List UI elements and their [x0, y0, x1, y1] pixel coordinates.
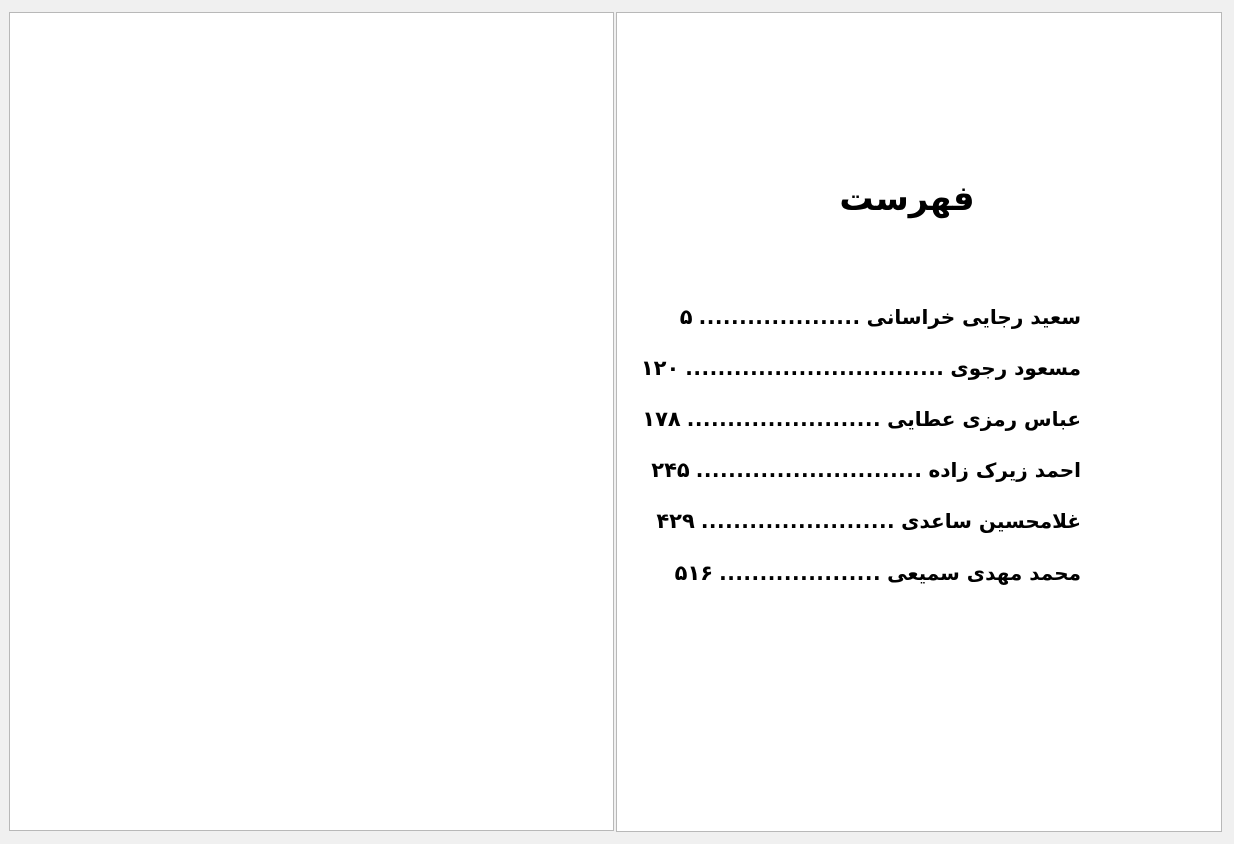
toc-entry-name: غلامحسین ساعدی [901, 509, 1081, 534]
toc-entry-name: مسعود رجوی [950, 355, 1081, 380]
toc-entry-page: ۴۲۹ [656, 509, 695, 534]
toc-entry-name: محمد مهدی سمیعی [887, 560, 1081, 585]
toc-entry[interactable] [642, 393, 1081, 444]
toc-entry-name: سعید رجایی خراسانی [866, 304, 1081, 329]
toc-entry-page: ۵۱۶ [674, 560, 714, 585]
toc-entry-leader: .................... [698, 304, 861, 329]
toc-entry-name: عباس رمزی عطایی [887, 406, 1081, 431]
toc-entry-leader: ................................ [685, 355, 945, 380]
toc-entry-page: ۲۴۵ [651, 458, 690, 483]
toc-entry-leader: .................... [719, 560, 882, 585]
toc-entry-leader: ........................ [700, 509, 896, 534]
toc-entry[interactable] [651, 445, 1081, 496]
toc-entry-page: ۱۲۰ [640, 355, 680, 380]
toc-entry[interactable] [640, 342, 1081, 393]
toc-entry[interactable] [674, 547, 1081, 598]
toc-entry-page: ۱۷۸ [642, 406, 681, 431]
toc-entry-leader: ........................ [686, 406, 882, 431]
toc-entry-page: ۵ [679, 304, 693, 329]
blank-left-page [9, 12, 614, 831]
toc-title-text: فهرست [839, 179, 975, 219]
toc-page [616, 12, 1222, 832]
toc-list [640, 291, 1081, 598]
toc-entry-name: احمد زیرک زاده [928, 458, 1081, 483]
toc-entry[interactable] [656, 496, 1081, 547]
toc-entry-leader: ............................ [695, 458, 923, 483]
toc-title [617, 179, 1221, 219]
toc-entry[interactable] [679, 291, 1081, 342]
